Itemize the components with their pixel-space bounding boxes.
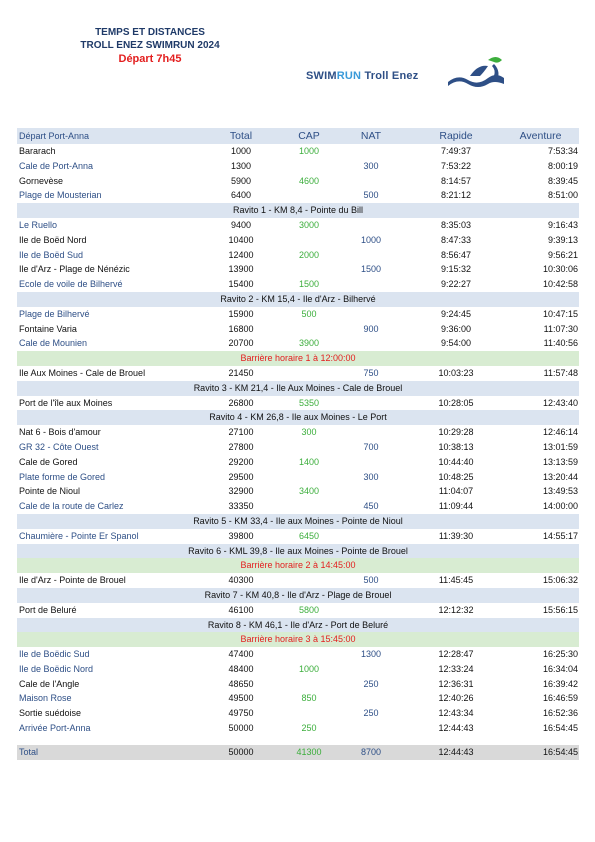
cell-aventure: 11:57:48 <box>543 367 578 378</box>
checkpoint-name: Gornevèse <box>19 175 64 186</box>
cell-aventure: 16:52:36 <box>542 708 578 719</box>
cell-aventure: 8:39:45 <box>547 175 578 186</box>
checkpoint-name: Plage de Bilhervé <box>19 308 90 319</box>
depart-time: Départ 7h45 <box>118 53 182 65</box>
ravito-row: Ravito 6 - KML 39,8 - Ile aux Moines - Pointe de Brouel <box>17 544 579 559</box>
table-row <box>17 188 579 203</box>
table-row <box>17 573 579 588</box>
cell-cap: 1000 <box>298 146 320 156</box>
cell-nat: 450 <box>363 501 379 512</box>
checkpoint-name: Arrivée Port-Anna <box>19 723 91 734</box>
col-rapide: Rapide <box>439 130 473 142</box>
cell-aventure: 16:25:30 <box>542 649 578 660</box>
cell-aventure: 10:30:06 <box>542 264 578 275</box>
total-row: Total 50000 41300 8700 12:44:43 16:54:45 <box>17 745 579 760</box>
col-cap: CAP <box>298 130 320 142</box>
cell-cap: 5350 <box>298 397 320 408</box>
checkpoint-name: Plate forme de Gored <box>19 471 106 482</box>
cell-total: 40300 <box>228 575 254 586</box>
checkpoint-name: Maison Rose <box>19 693 72 704</box>
cell-total: 6400 <box>230 190 252 201</box>
checkpoint-name: GR 32 - Côte Ouest <box>19 441 99 452</box>
logo-wordmark: SWIMRUN Troll Enez <box>306 70 419 82</box>
cell-rapide: 10:28:05 <box>438 397 474 408</box>
cell-rapide: 10:29:28 <box>438 427 474 438</box>
cell-nat: 250 <box>363 708 379 719</box>
swimrun-logo <box>306 52 516 92</box>
cell-total: 27100 <box>228 427 254 438</box>
checkpoint-name: Le Ruello <box>19 219 58 230</box>
cell-aventure: 10:42:58 <box>542 279 578 290</box>
col-nat: NAT <box>360 130 382 142</box>
table-row <box>17 647 579 662</box>
table-row <box>17 425 579 440</box>
cell-nat: 500 <box>363 575 379 586</box>
table-body <box>17 144 579 736</box>
table-row <box>17 233 579 248</box>
cell-rapide: 12:33:24 <box>438 663 474 674</box>
checkpoint-name: Bararach <box>19 146 56 156</box>
cell-aventure: 9:16:43 <box>547 219 578 230</box>
ravito-row: Ravito 2 - KM 15,4 - Ile d'Arz - Bilhervé <box>17 292 579 307</box>
checkpoint-name: Ile de Boëdic Sud <box>19 649 90 660</box>
cell-rapide: 12:43:34 <box>438 708 474 719</box>
cell-aventure: 13:49:53 <box>542 486 578 497</box>
checkpoint-name: Ile Aux Moines - Cale de Brouel <box>19 367 146 378</box>
table-row <box>17 144 579 159</box>
cell-rapide: 11:04:07 <box>438 486 474 497</box>
cell-aventure: 14:55:17 <box>542 530 578 541</box>
cell-total: 32900 <box>228 486 254 497</box>
cell-aventure: 13:01:59 <box>542 441 578 452</box>
cell-nat: 1300 <box>360 649 382 660</box>
cell-nat: 500 <box>363 190 379 201</box>
cell-aventure: 16:54:45 <box>542 723 578 734</box>
cell-cap: 850 <box>301 693 317 704</box>
cell-aventure: 13:20:44 <box>542 471 578 482</box>
cell-nat: 900 <box>363 323 379 334</box>
cell-total: 20700 <box>228 338 254 349</box>
cell-aventure: 8:00:19 <box>547 160 578 171</box>
checkpoint-name: Cale de Gored <box>19 456 78 467</box>
troll-swimmer-icon <box>444 52 516 92</box>
cell-aventure: 14:00:00 <box>542 501 578 512</box>
cell-rapide: 9:24:45 <box>440 308 472 319</box>
cell-total: 39800 <box>228 530 254 541</box>
checkpoint-name: Plage de Mousterian <box>19 190 102 201</box>
checkpoint-name: Ile d'Arz - Pointe de Brouel <box>19 575 126 586</box>
checkpoint-name: Port de l'île aux Moines <box>19 397 113 408</box>
col-total: Total <box>229 130 253 142</box>
cell-nat: 300 <box>363 471 379 482</box>
table-row <box>17 706 579 721</box>
table-row <box>17 529 579 544</box>
cell-rapide: 9:22:27 <box>440 279 472 290</box>
cell-rapide: 12:36:31 <box>438 678 474 689</box>
cell-total: 15400 <box>228 279 254 290</box>
cell-total: 27800 <box>228 441 254 452</box>
cell-aventure: 11:40:56 <box>543 338 578 349</box>
cell-rapide: 12:12:32 <box>438 604 474 615</box>
cell-rapide: 11:09:44 <box>438 501 474 512</box>
cell-cap: 3900 <box>298 338 320 349</box>
ravito-row: Ravito 4 - KM 26,8 - Ile aux Moines - Le Port <box>17 410 579 425</box>
cell-cap: 1400 <box>298 456 320 467</box>
barriere-row: Barrière horaire 1 à 12:00:00 <box>17 351 579 366</box>
cell-cap: 500 <box>301 308 317 319</box>
page-header <box>0 26 300 66</box>
table-row <box>17 322 579 337</box>
cell-cap: 3400 <box>298 486 320 497</box>
ravito-row: Ravito 5 - KM 33,4 - Ile aux Moines - Pointe de Nioul <box>17 514 579 529</box>
checkpoint-name: Sortie suédoise <box>19 708 82 719</box>
cell-rapide: 7:53:22 <box>440 160 472 171</box>
col-start: Départ Port-Anna <box>19 131 90 141</box>
cell-rapide: 11:39:30 <box>438 530 474 541</box>
cell-total: 10400 <box>228 234 254 245</box>
times-table <box>17 128 579 760</box>
cell-total: 50000 <box>228 723 254 734</box>
cell-total: 33350 <box>228 501 254 512</box>
cell-rapide: 8:56:47 <box>440 249 472 260</box>
cell-cap: 5800 <box>298 604 320 615</box>
table-row <box>17 396 579 411</box>
checkpoint-name: Cale de Port-Anna <box>19 160 94 171</box>
cell-total: 5900 <box>230 175 252 186</box>
cell-total: 9400 <box>230 219 252 230</box>
cell-cap: 1000 <box>298 663 320 674</box>
cell-aventure: 8:51:00 <box>547 190 578 201</box>
cell-aventure: 12:46:14 <box>542 427 578 438</box>
table-row <box>17 262 579 277</box>
table-row <box>17 218 579 233</box>
cell-rapide: 10:48:25 <box>438 471 474 482</box>
cell-total: 16800 <box>228 323 254 334</box>
cell-rapide: 9:36:00 <box>440 323 472 334</box>
cell-total: 46100 <box>228 604 254 615</box>
checkpoint-name: Nat 6 - Bois d'amour <box>19 427 101 438</box>
cell-total: 12400 <box>228 249 254 260</box>
cell-total: 26800 <box>228 397 254 408</box>
cell-nat: 250 <box>363 678 379 689</box>
cell-aventure: 12:43:40 <box>542 397 578 408</box>
table-row <box>17 455 579 470</box>
cell-aventure: 7:53:34 <box>547 146 578 156</box>
table-row <box>17 366 579 381</box>
checkpoint-name: Cale de Mounien <box>19 338 88 349</box>
table-row <box>17 174 579 189</box>
cell-cap: 1500 <box>298 279 320 290</box>
cell-cap: 250 <box>301 723 317 734</box>
ravito-row: Ravito 7 - KM 40,8 - Ile d'Arz - Plage de Brouel <box>17 588 579 603</box>
cell-rapide: 10:03:23 <box>438 367 474 378</box>
cell-rapide: 8:21:12 <box>440 190 472 201</box>
cell-cap: 4600 <box>298 175 320 186</box>
table-row <box>17 499 579 514</box>
cell-total: 29500 <box>228 471 254 482</box>
checkpoint-name: Ile de Boëd Nord <box>19 234 87 245</box>
cell-rapide: 9:15:32 <box>440 264 472 275</box>
cell-total: 49500 <box>228 693 254 704</box>
cell-rapide: 8:35:03 <box>440 219 472 230</box>
cell-rapide: 12:40:26 <box>438 693 474 704</box>
cell-nat: 1500 <box>360 264 382 275</box>
checkpoint-name: Cale de la route de Carlez <box>19 501 124 512</box>
cell-cap: 300 <box>301 427 317 438</box>
table-row <box>17 159 579 174</box>
barriere-row: Barrière horaire 3 à 15:45:00 <box>17 632 579 647</box>
checkpoint-name: Ile de Boëdic Nord <box>19 663 94 674</box>
cell-total: 49750 <box>228 708 254 719</box>
table-row <box>17 603 579 618</box>
cell-total: 48650 <box>228 678 254 689</box>
table-row <box>17 440 579 455</box>
cell-rapide: 9:54:00 <box>440 338 472 349</box>
table-row <box>17 307 579 322</box>
cell-cap: 2000 <box>298 249 320 260</box>
col-aventure: Aventure <box>519 130 562 142</box>
cell-total: 1000 <box>230 146 252 156</box>
table-row <box>17 721 579 736</box>
table-row <box>17 662 579 677</box>
cell-aventure: 9:39:13 <box>547 234 578 245</box>
cell-aventure: 15:06:32 <box>542 575 578 586</box>
cell-total: 13900 <box>228 264 254 275</box>
ravito-row: Ravito 3 - KM 21,4 - Ile Aux Moines - Cale de Brouel <box>17 381 579 396</box>
title-line-1: TEMPS ET DISTANCES <box>95 27 205 38</box>
table-header-row <box>17 128 579 144</box>
table-row <box>17 470 579 485</box>
checkpoint-name: Port de Beluré <box>19 604 77 615</box>
cell-rapide: 12:44:43 <box>438 723 474 734</box>
table-row <box>17 277 579 292</box>
cell-aventure: 16:39:42 <box>542 678 578 689</box>
table-row <box>17 336 579 351</box>
table-row <box>17 484 579 499</box>
cell-nat: 1000 <box>360 234 382 245</box>
cell-aventure: 10:47:15 <box>542 308 578 319</box>
cell-total: 47400 <box>228 649 254 660</box>
cell-rapide: 11:45:45 <box>438 575 474 586</box>
cell-total: 1300 <box>230 160 252 171</box>
cell-total: 48400 <box>228 663 254 674</box>
cell-aventure: 9:56:21 <box>547 249 578 260</box>
cell-cap: 3000 <box>298 219 320 230</box>
checkpoint-name: Cale de l'Angle <box>19 678 80 689</box>
ravito-row: Ravito 8 - KM 46,1 - Ile d'Arz - Port de Beluré <box>17 618 579 633</box>
cell-nat: 300 <box>363 160 379 171</box>
checkpoint-name: Pointe de Nioul <box>19 486 81 497</box>
title-line-2: TROLL ENEZ SWIMRUN 2024 <box>80 40 220 51</box>
cell-total: 15900 <box>228 308 254 319</box>
barriere-row: Barrière horaire 2 à 14:45:00 <box>17 558 579 573</box>
cell-aventure: 11:07:30 <box>543 323 578 334</box>
cell-total: 29200 <box>228 456 254 467</box>
cell-nat: 750 <box>363 367 379 378</box>
checkpoint-name: Fontaine Varia <box>19 323 77 334</box>
cell-aventure: 15:56:15 <box>542 604 578 615</box>
table-row <box>17 691 579 706</box>
ravito-row: Ravito 1 - KM 8,4 - Pointe du Bill <box>17 203 579 218</box>
checkpoint-name: Chaumière - Pointe Er Spanol <box>19 530 139 541</box>
cell-rapide: 10:44:40 <box>438 456 474 467</box>
checkpoint-name: Ile d'Arz - Plage de Nénézic <box>19 264 130 275</box>
cell-cap: 6450 <box>298 530 320 541</box>
checkpoint-name: Ecole de voile de Bilhervé <box>19 279 123 290</box>
cell-rapide: 8:14:57 <box>440 175 472 186</box>
cell-rapide: 12:28:47 <box>438 649 474 660</box>
cell-rapide: 10:38:13 <box>438 441 474 452</box>
cell-aventure: 16:46:59 <box>542 693 578 704</box>
cell-rapide: 7:49:37 <box>440 146 472 156</box>
table-row <box>17 248 579 263</box>
cell-aventure: 13:13:59 <box>542 456 578 467</box>
cell-nat: 700 <box>363 441 379 452</box>
cell-total: 21450 <box>228 367 254 378</box>
cell-rapide: 8:47:33 <box>440 234 472 245</box>
table-row <box>17 677 579 692</box>
cell-aventure: 16:34:04 <box>542 663 578 674</box>
checkpoint-name: Ile de Boëd Sud <box>19 249 84 260</box>
